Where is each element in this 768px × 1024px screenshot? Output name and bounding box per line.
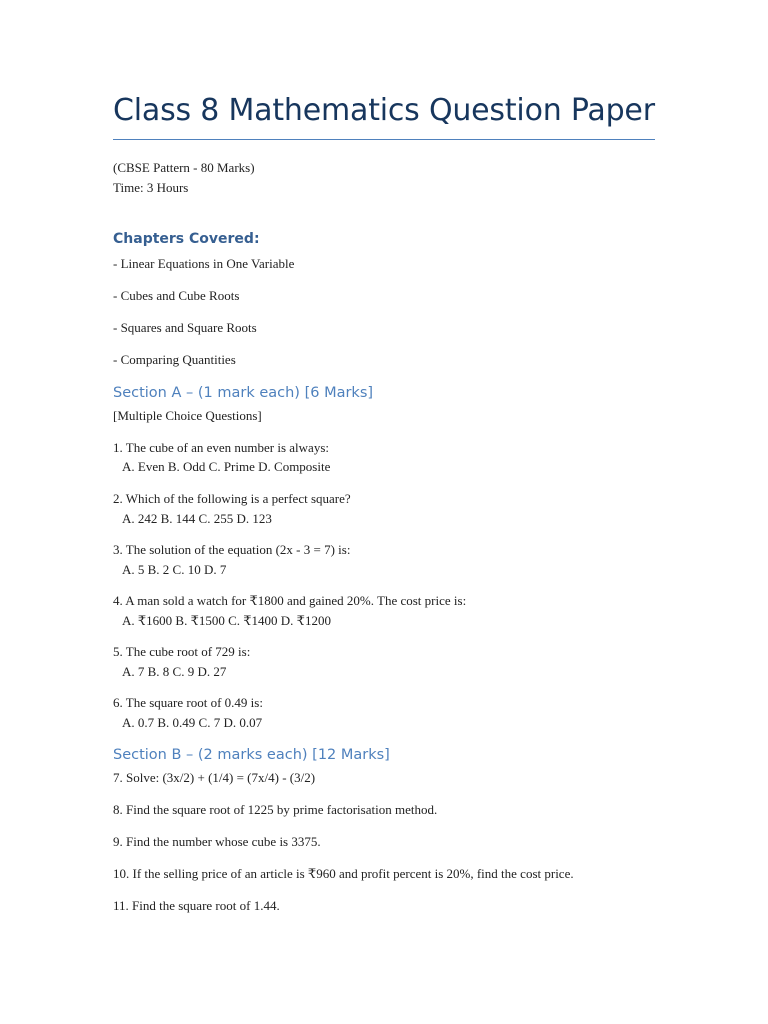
- title-underline: [113, 139, 655, 140]
- question-options: A. ₹1600 B. ₹1500 C. ₹1400 D. ₹1200: [122, 613, 331, 628]
- exam-pattern: (CBSE Pattern - 80 Marks): [113, 160, 255, 175]
- question-options: A. 0.7 B. 0.49 C. 7 D. 0.07: [122, 715, 263, 730]
- question-text: 4. A man sold a watch for ₹1800 and gained 20%. The cost price is:: [113, 593, 467, 608]
- question-text: 2. Which of the following is a perfect square?: [113, 491, 351, 506]
- question-text: 7. Solve: (3x/2) + (1/4) = (7x/4) - (3/2): [113, 770, 316, 785]
- chapters-heading: Chapters Covered:: [113, 231, 260, 247]
- chapter-item: - Comparing Quantities: [113, 352, 236, 367]
- question-text: 6. The square root of 0.49 is:: [113, 695, 263, 710]
- question-text: 5. The cube root of 729 is:: [113, 644, 251, 659]
- chapter-item: - Linear Equations in One Variable: [113, 256, 295, 271]
- section-b-heading: Section B – (2 marks each) [12 Marks]: [113, 747, 390, 763]
- section-a-subtitle: [Multiple Choice Questions]: [113, 408, 262, 423]
- chapter-item: - Cubes and Cube Roots: [113, 288, 240, 303]
- question-text: 3. The solution of the equation (2x - 3 = 7) is:: [113, 542, 351, 557]
- question-text: 1. The cube of an even number is always:: [113, 440, 329, 455]
- section-a-heading: Section A – (1 mark each) [6 Marks]: [113, 385, 374, 401]
- question-options: A. 242 B. 144 C. 255 D. 123: [122, 511, 272, 526]
- question-text: 10. If the selling price of an article is ₹960 and profit percent is 20%, find the cost price.: [113, 866, 574, 881]
- question-options: A. 5 B. 2 C. 10 D. 7: [122, 562, 227, 577]
- question-text: 11. Find the square root of 1.44.: [113, 898, 280, 913]
- question-options: A. Even B. Odd C. Prime D. Composite: [122, 459, 331, 474]
- question-text: 8. Find the square root of 1225 by prime factorisation method.: [113, 802, 438, 817]
- chapter-item: - Squares and Square Roots: [113, 320, 257, 335]
- question-text: 9. Find the number whose cube is 3375.: [113, 834, 321, 849]
- exam-time: Time: 3 Hours: [113, 180, 189, 195]
- page-title: Class 8 Mathematics Question Paper: [113, 93, 655, 128]
- question-options: A. 7 B. 8 C. 9 D. 27: [122, 664, 227, 679]
